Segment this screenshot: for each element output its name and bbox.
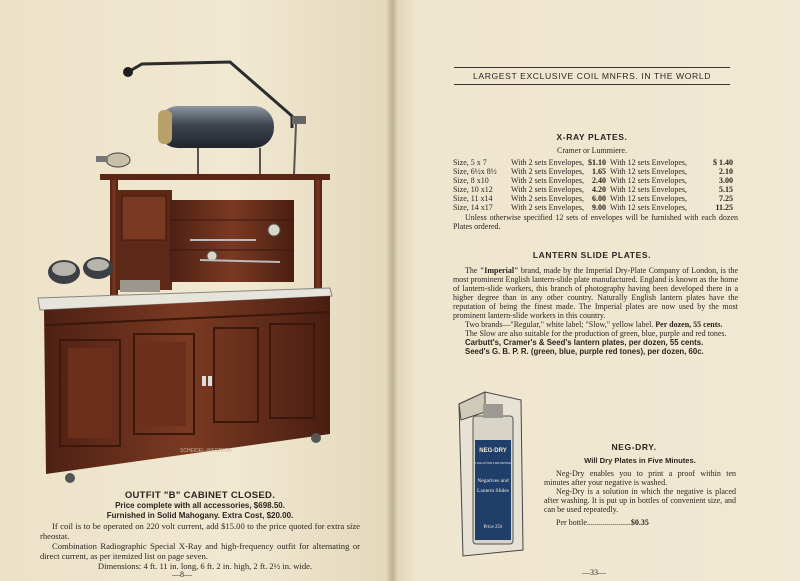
xray-note [453, 213, 738, 231]
xray-row [453, 167, 733, 176]
xray-note-text: Unless otherwise specified 12 sets of envelopes will be furnished with each dozen Plates ordered. [453, 213, 738, 231]
lantern-p1-pre: The [465, 266, 480, 275]
xray-row [453, 185, 733, 194]
bottle-label-main-1: Negatives and [477, 478, 509, 484]
book-gutter [386, 0, 398, 581]
negdry-block [544, 456, 736, 527]
xray-env12-cell: With 12 sets Envelopes, [610, 176, 687, 185]
xray-price12-cell: $ 1.40 [713, 158, 733, 167]
per-bottle-line [544, 518, 736, 527]
negdry-paragraph-2: Neg-Dry is a solution in which the negative is placed after washing. It is put up in bottles of convenient size, and can be used repeatedly. [544, 487, 736, 514]
xray-price12-cell: 3.00 [719, 176, 733, 185]
lantern-paragraph-3: The Slow are also suitable for the production of green, blue, purple and red tones. [465, 329, 727, 338]
lantern-title: LANTERN SLIDE PLATES. [532, 250, 652, 260]
xray-price2-cell: 9.00 [592, 203, 606, 212]
header-rule-top [454, 67, 730, 68]
price-line: Price complete with all accessories, $698.50. [115, 501, 285, 510]
lantern-p2-pre: Two brands—"Regular," white label; "Slow," yellow label. [465, 320, 656, 329]
xray-size-cell: Size, 14 x17 [453, 203, 493, 212]
xray-size-cell: Size, 10 x12 [453, 185, 493, 194]
combination-paragraph: Combination Radiographic Special X-Ray and high-frequency outfit for alternating or direct current, as per itemized list on page seven. [40, 541, 360, 561]
cabinet-illustration [30, 50, 350, 490]
xray-price12-cell: 5.15 [719, 185, 733, 194]
imperial-brand: "Imperial" [479, 266, 519, 275]
xray-price2-cell: $1.10 [588, 158, 606, 167]
lantern-paragraph-1 [453, 266, 738, 320]
header-rule-bottom [454, 84, 730, 85]
maker-mark: SCHEIDEL-WESTERN [180, 448, 232, 454]
bottle-label-sub: A SOLUTION FOR DRYING [474, 461, 512, 465]
lantern-p1-post: brand, made by the Imperial Dry-Plate Company of London, is the most prominent English lantern-slide plate manufactured. England is known as the home of lantern-slide workers, this branch of photography having been developed there in a higher degree than in any other country. Naturally English lantern plates have the reputation of being the finest made. The Imperial plates are now used by the most prominent lantern-slide workers in this country. [453, 266, 739, 320]
coil-voltage-paragraph: If coil is to be operated on 220 volt current, add $15.00 to the price quoted for extra size rheostat. [40, 521, 360, 541]
xray-env2-cell: With 2 sets Envelopes, [511, 167, 584, 176]
xray-env2-cell: With 2 sets Envelopes, [511, 194, 584, 203]
xray-size-cell: Size, 8 x10 [453, 176, 489, 185]
bottle-label-brand: NEG-DRY [479, 448, 507, 454]
running-header: LARGEST EXCLUSIVE COIL MNFRS. IN THE WORLD [472, 71, 712, 81]
xray-env12-cell: With 12 sets Envelopes, [610, 158, 687, 167]
xray-env12-cell: With 12 sets Envelopes, [610, 194, 687, 203]
xray-row [453, 194, 733, 203]
xray-env2-cell: With 2 sets Envelopes, [511, 158, 584, 167]
xray-price2-cell: 6.00 [592, 194, 606, 203]
caption-title: OUTFIT "B" CABINET CLOSED. [124, 490, 276, 501]
seeds-line: Seed's G. B. P. R. (green, blue, purple red tones), per dozen, 60c. [465, 347, 704, 356]
carbutt-line: Carbutt's, Cramer's & Seed's lantern plates, per dozen, 55 cents. [465, 338, 704, 347]
bottle-label-price: Price 25¢ [483, 525, 503, 530]
lantern-block [453, 266, 738, 356]
negdry-subtitle: Will Dry Plates in Five Minutes. [584, 456, 696, 465]
right-folio: —33— [582, 568, 606, 577]
xray-env12-cell: With 12 sets Envelopes, [610, 185, 687, 194]
xray-size-cell: Size, 5 x 7 [453, 158, 487, 167]
xray-row [453, 176, 733, 185]
xray-price12-cell: 2.10 [719, 167, 733, 176]
xray-price2-cell: 4.20 [592, 185, 606, 194]
xray-env12-cell: With 12 sets Envelopes, [610, 203, 687, 212]
xray-size-cell: Size, 6½x 8½ [453, 167, 497, 176]
left-caption-block [40, 491, 360, 571]
neg-dry-bottle-illustration [455, 390, 527, 558]
xray-env12-cell: With 12 sets Envelopes, [610, 167, 687, 176]
left-folio: —8— [172, 570, 192, 579]
dimensions-line: Dimensions: 4 ft. 11 in. long, 6 ft. 2 in. high, 2 ft. 2½ in. wide. [97, 561, 313, 571]
xray-row [453, 158, 733, 167]
xray-price2-cell: 1.65 [592, 167, 606, 176]
negdry-paragraph-1: Neg-Dry enables you to print a proof within ten minutes after your negative is washed. [544, 469, 736, 487]
lantern-price: Per dozen, 55 cents. [655, 320, 723, 329]
xray-size-cell: Size, 11 x14 [453, 194, 493, 203]
xray-price-table [453, 158, 733, 212]
bottle-label-main-2: Lantern Slides [477, 488, 509, 494]
xray-subtitle: Cramer or Lummiere. [557, 146, 627, 155]
mahogany-line: Furnished in Solid Mahogany. Extra Cost, $20.00. [106, 511, 294, 520]
negdry-title: NEG-DRY. [611, 442, 657, 452]
xray-env2-cell: With 2 sets Envelopes, [511, 185, 584, 194]
xray-title: X-RAY PLATES. [556, 132, 628, 142]
lantern-paragraph-2 [453, 320, 738, 329]
xray-price2-cell: 2.40 [592, 176, 606, 185]
xray-price12-cell: 7.25 [719, 194, 733, 203]
xray-env2-cell: With 2 sets Envelopes, [511, 203, 584, 212]
xray-price12-cell: 11.25 [715, 203, 733, 212]
per-bottle-label: Per bottle...................... [556, 518, 631, 527]
xray-env2-cell: With 2 sets Envelopes, [511, 176, 584, 185]
xray-row [453, 203, 733, 212]
per-bottle-price: $0.35 [630, 518, 649, 527]
